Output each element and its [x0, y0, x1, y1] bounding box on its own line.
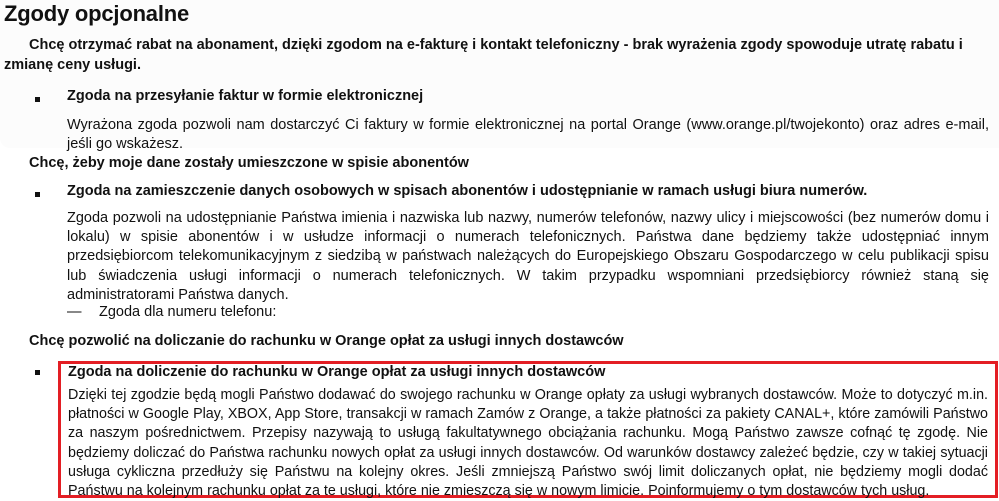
page-title: Zgody opcjonalne [4, 1, 190, 26]
consent-heading-subscriber-directory: Zgoda na zamieszczenie danych osobowych w spisach abonentów i udostępnianie w ramach usługi biura numerów. [67, 183, 868, 199]
consent-body-e-invoice: Wyrażona zgoda pozwoli nam dostarczyć Ci faktury w formie elektronicznej na portal Orange (www.orange.pl/twojekonto) oraz adres e-mail, jeśli go wskażesz. [67, 117, 989, 153]
consent-body-subscriber-directory: Zgoda pozwoli na udostępnianie Państwa imienia i nazwiska lub nazwy, numerów telefonów, nazwy ulicy i miejscowości (bez numerów domu i lokalu) w spisie abonentów i w usłudze informacji o numerach telefonicznych. Państwa dane będziemy także udostępniać innym przedsiębiorcom telekomunikacyjnym z siedzibą w państwach należących do Europejskiego Obszaru Gospodarczego w celu publikacji spisu lub świadczenia usługi informacji o numerach telefonicznych. W takim przypadku wspomniani przedsiębiorcy również staną się administratorami Państwa danych. [67, 210, 989, 303]
em-dash-icon: — [67, 304, 82, 320]
consent-body-third-party-charges: Dzięki tej zgodzie będą mogli Państwo dodawać do swojego rachunku w Orange opłaty za usługi wybranych dostawców. Może to dotyczyć m.in. płatności w Google Play, XBOX, App Store, transakcji w ramach Zamów z Orange, a także płatności za pakiety CANAL+, które zamówili Państwo za naszym pośrednictwem. Przepisy nazywają to usługą fakultatywnego obciążania rachunku. Mogą Państwo zawsze cofnąć tę zgodę. Nie będziemy doliczać do Państwa rachunku nowych opłat za usługi innych dostawców. Od warunków dostawcy zależeć będzie, czy w takiej sytuacji usługa cykliczna przedłuży się Państwu na kolejny okres. Jeśli zmniejszą Państwo swój limit doliczanych opłat, nie będziemy mogli dodać Państwu na kolejnym rachunku opłat za te usługi, które nie zmieszczą się w nowym limicie. Poinformujemy o tym dostawców tych usług. [68, 387, 988, 500]
phone-number-consent-row [67, 303, 276, 322]
square-bullet-icon [35, 370, 40, 375]
discount-intro-text: Chcę otrzymać rabat na abonament, dzięki zgodom na e-fakturę i kontakt telefoniczny - brak wyrażenia zgody spowoduje utratę rabatu i zmianę ceny usługi. [4, 37, 963, 73]
consent-heading-e-invoice: Zgoda na przesyłanie faktur w formie elektronicznej [67, 88, 424, 104]
consent-heading-third-party-charges: Zgoda na doliczenie do rachunku w Orange opłat za usługi innych dostawców [68, 364, 606, 380]
square-bullet-icon [35, 192, 40, 197]
phone-number-consent-label: Zgoda dla numeru telefonu: [99, 304, 277, 320]
highlighted-consent-box [58, 361, 998, 498]
section-header-third-party-charges: Chcę pozwolić na doliczanie do rachunku w Orange opłat za usługi innych dostawców [29, 333, 624, 349]
square-bullet-icon [35, 97, 40, 102]
section-header-subscriber-directory: Chcę, żeby moje dane zostały umieszczone w spisie abonentów [29, 155, 469, 171]
